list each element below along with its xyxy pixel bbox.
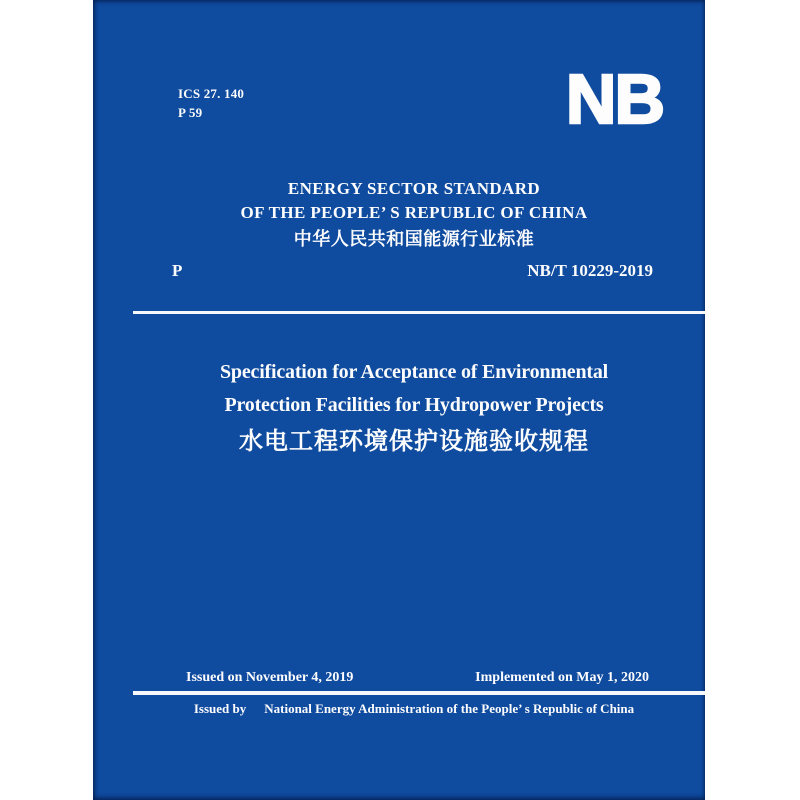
header-line-en-2: OF THE PEOPLE’ S REPUBLIC OF CHINA xyxy=(240,203,588,222)
ics-code: ICS 27. 140 xyxy=(178,86,245,101)
issuer-label: Issued by xyxy=(193,701,247,716)
classification-block xyxy=(178,84,244,122)
bottom-divider-rule xyxy=(133,691,705,695)
title-zh: 水电工程环境保护设施验收规程 xyxy=(239,429,589,455)
implemented-date: Implemented on May 1, 2020 xyxy=(475,670,649,685)
standard-number: NB/T 10229-2019 xyxy=(527,261,653,280)
title-en-line-2: Protection Facilities for Hydropower Projects xyxy=(224,394,604,416)
issuer-row xyxy=(93,700,705,718)
top-divider-rule xyxy=(133,311,705,314)
issued-date: Issued on November 4, 2019 xyxy=(186,670,354,685)
header-line-zh: 中华人民共和国能源行业标准 xyxy=(293,229,535,249)
header-line-en-1: ENERGY SECTOR STANDARD xyxy=(287,179,541,198)
class-code: P 59 xyxy=(178,105,203,120)
dates-row xyxy=(186,669,649,687)
standard-cover xyxy=(93,0,705,800)
issuer-name: National Energy Administration of the People’ s Republic of China xyxy=(264,701,635,716)
code-row xyxy=(172,261,653,281)
doc-class-letter: P xyxy=(172,261,183,280)
nb-logo: NB xyxy=(565,60,663,138)
standard-header xyxy=(93,177,705,252)
title-en-line-1: Specification for Acceptance of Environmental xyxy=(220,361,608,383)
title-block xyxy=(93,356,705,458)
